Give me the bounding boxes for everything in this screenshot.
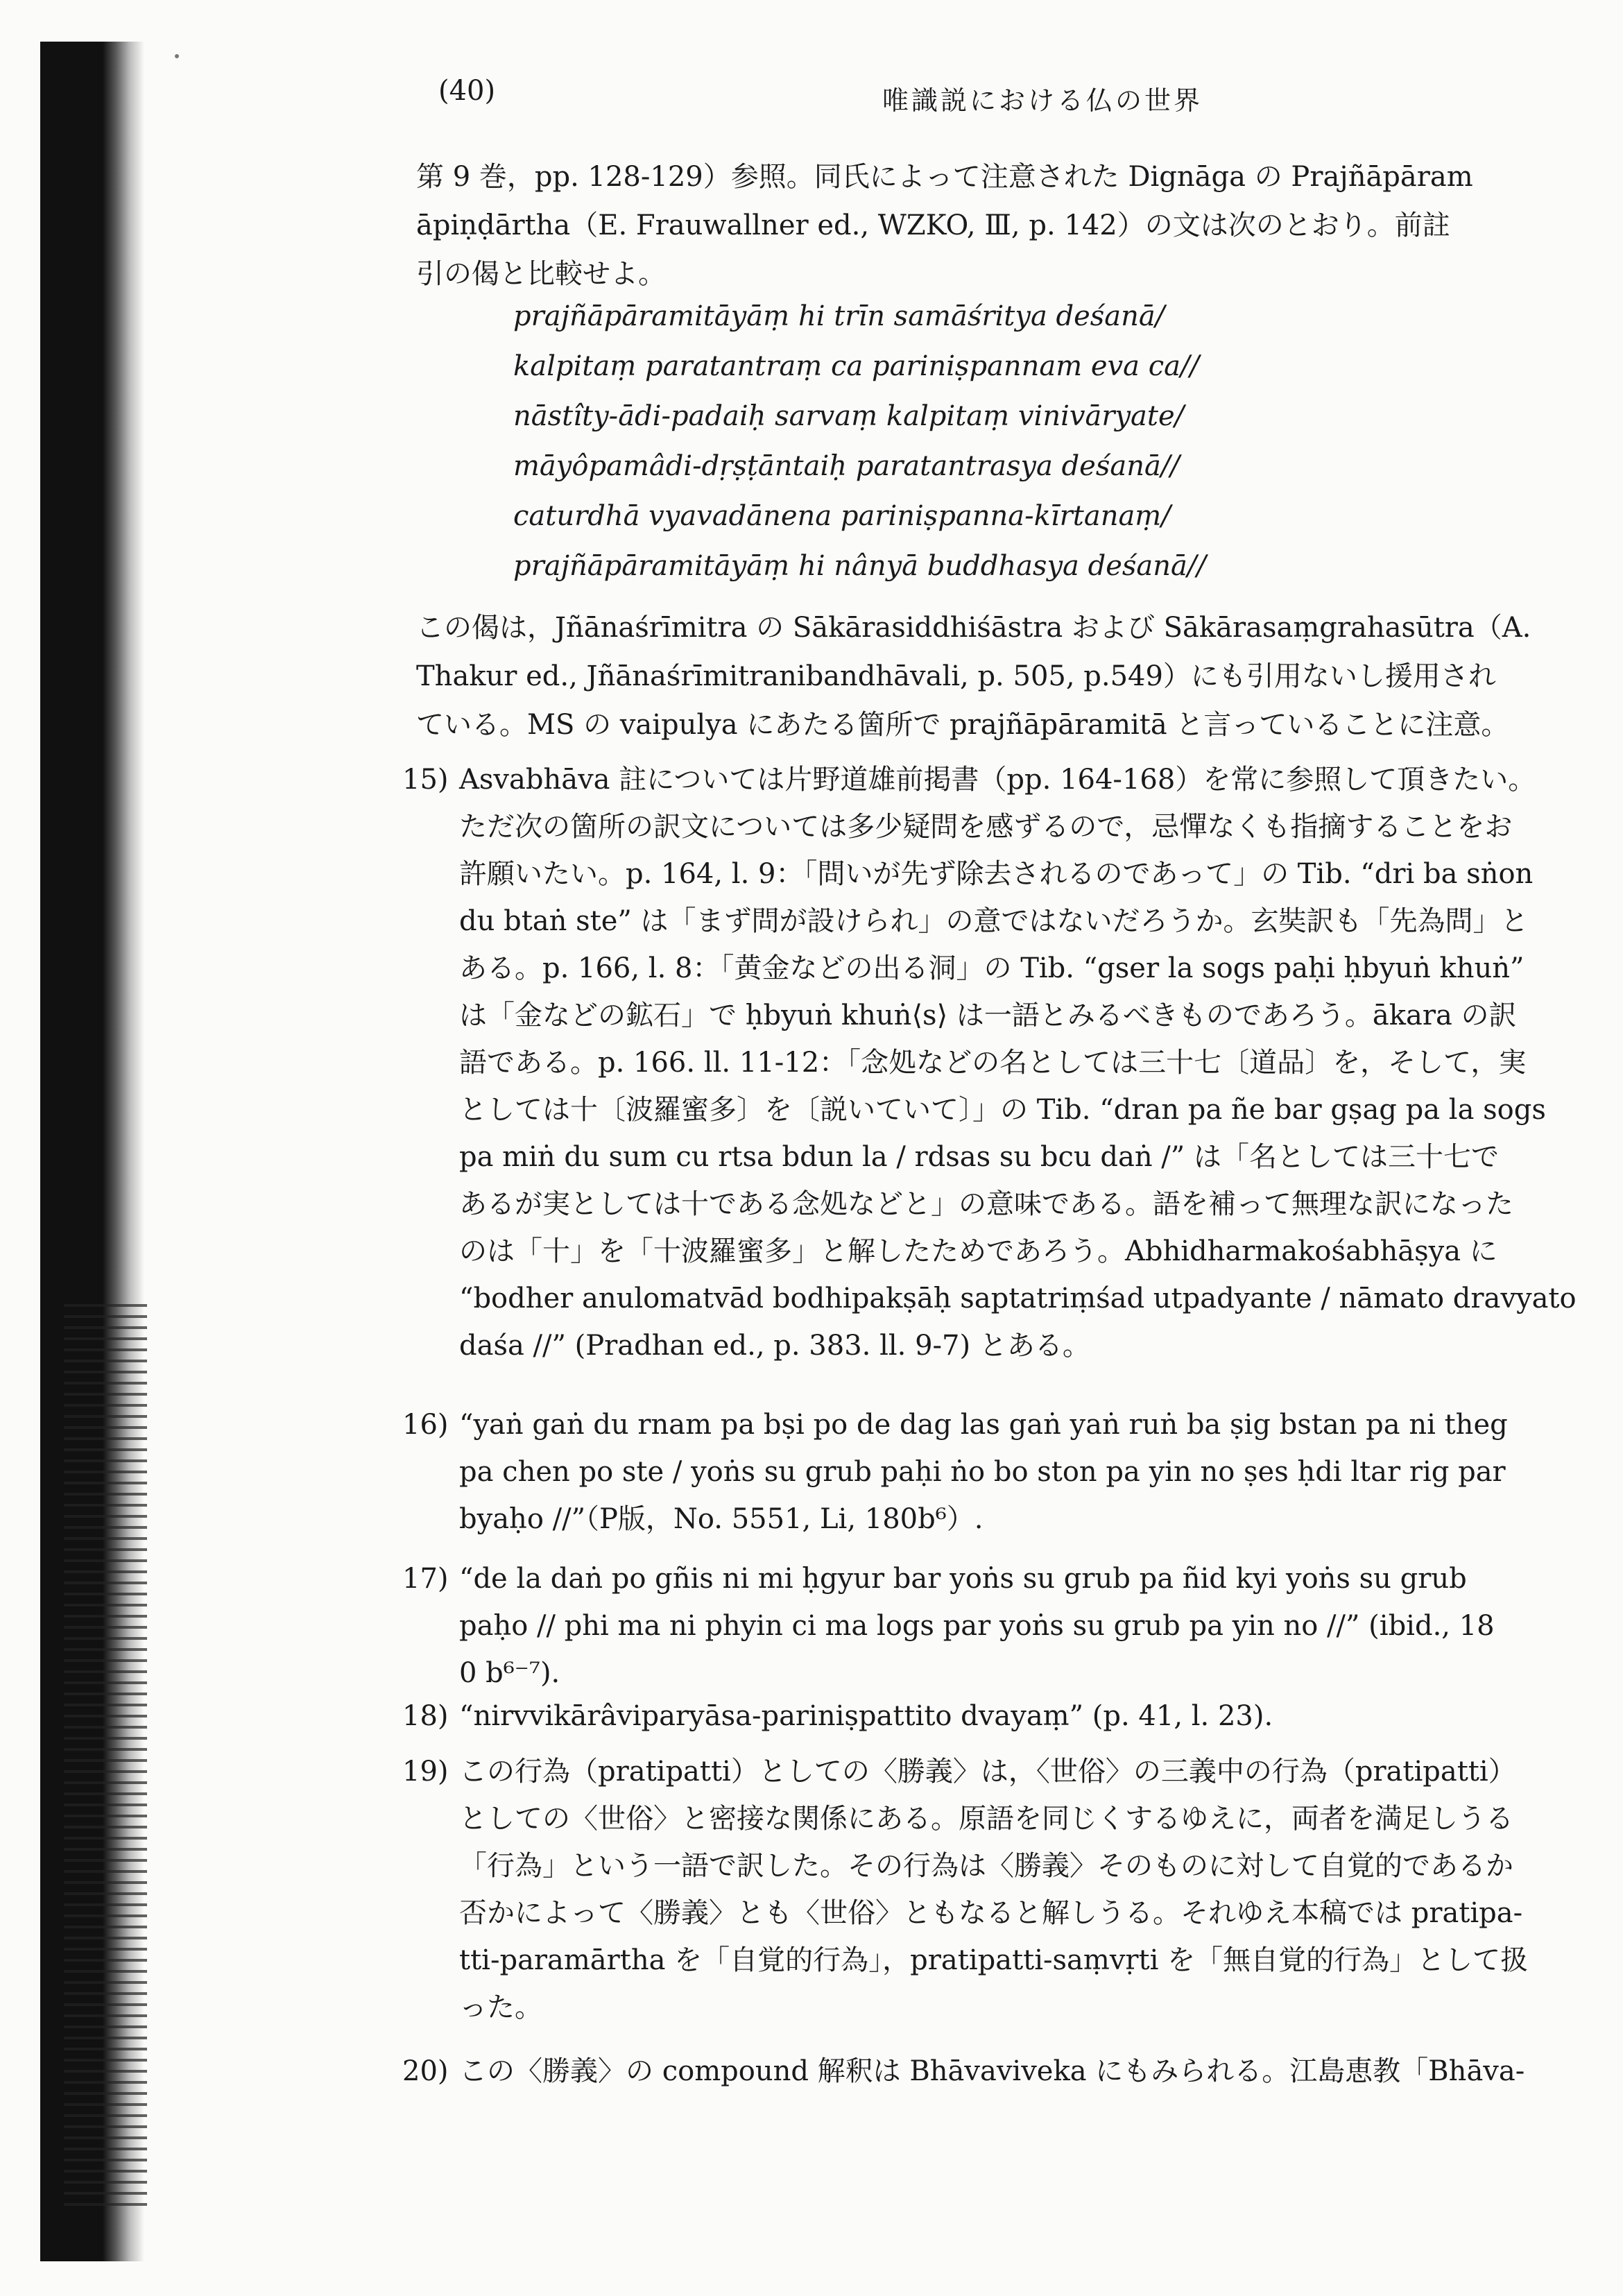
footnote-18	[402, 1693, 1609, 1740]
verse-line: nāstîty-ādi-padaiḥ sarvaṃ kalpitaṃ vinivāryate/	[513, 400, 1185, 432]
footnote-15	[402, 756, 1609, 1369]
verse-line: kalpitaṃ paratantraṃ ca pariniṣpannam eva ca//	[513, 350, 1199, 382]
text-line: pa miṅ du sum cu rtsa bdun la / rdsas su bcu daṅ /” は「名としては三十七で	[459, 1141, 1499, 1173]
text-line: paḥo // phi ma ni phyin ci ma logs par yoṅs su grub pa yin no //” (ibid., 18	[459, 1610, 1495, 1642]
text-line: byaḥo //”（P版，No. 5551, Li, 180b⁶）.	[459, 1503, 984, 1535]
text-line: ている。MS の vaipulya にあたる箇所で prajñāpāramitā と言っていることに注意。	[416, 709, 1509, 741]
footnote-body	[459, 1555, 1609, 1697]
footnote-19	[402, 1748, 1609, 2031]
text-line: 「行為」という一語で訳した。その行為は〈勝義〉そのものに対して自覚的であるか	[459, 1850, 1513, 1882]
text-line: は「金などの鉱石」で ḥbyuṅ khuṅ⟨s⟩ は一語とみるべきものであろう。ākara の訳	[459, 1000, 1517, 1031]
footnote-number: 15)	[402, 764, 449, 796]
text-line: “nirvvikārâviparyāsa-pariniṣpattito dvayaṃ” (p. 41, l. 23).	[459, 1700, 1273, 1732]
sanskrit-verse	[513, 291, 1206, 591]
footnote-body	[459, 2048, 1609, 2095]
text-line: った。	[459, 1991, 542, 2023]
footnote-number: 17)	[402, 1563, 449, 1595]
footnote-number: 20)	[402, 2055, 449, 2087]
text-line: “de la daṅ po gñis ni mi ḥgyur bar yoṅs su grub pa ñid kyi yoṅs su grub	[459, 1563, 1467, 1595]
footnote-20	[402, 2048, 1609, 2095]
verse-line: prajñāpāramitāyāṃ hi trīn samāśritya deśanā/	[513, 300, 1165, 332]
text-line: ただ次の箇所の訳文については多少疑問を感ずるので，忌憚なくも指摘することをお	[459, 811, 1513, 843]
footnote-body	[459, 1693, 1609, 1740]
scan-speck	[175, 54, 179, 58]
text-line: tti-paramārtha を「自覚的行為」，pratipatti-saṃvṛti を「無自覚的行為」として扱	[459, 1944, 1529, 1976]
note-14-continuation	[416, 153, 1609, 298]
verse-commentary	[416, 603, 1609, 749]
text-line: この行為（pratipatti）としての〈勝義〉は，〈世俗〉の三義中の行為（pratipatti）	[459, 1756, 1516, 1788]
text-line: ある。p. 166, l. 8：「黄金などの出る洞」の Tib. “gser la sogs paḥi ḥbyuṅ khuṅ”	[459, 952, 1525, 984]
footnote-body	[459, 1401, 1609, 1543]
text-line: daśa //” (Pradhan ed., p. 383. ll. 9-7) とある。	[459, 1330, 1090, 1362]
text-line: pa chen po ste / yoṅs su grub paḥi ṅo bo ston pa yin no ṣes ḥdi ltar rig par	[459, 1456, 1506, 1488]
text-line: 否かによって〈勝義〉とも〈世俗〉ともなると解しうる。それゆえ本稿では pratipa-	[459, 1897, 1523, 1929]
text-line: 許願いたい。p. 164, l. 9：「問いが先ず除去されるのであって」の Tib. “dri ba sṅon	[459, 858, 1534, 890]
footnote-number: 19)	[402, 1756, 449, 1788]
running-head: 唯識説における仏の世界	[882, 85, 1203, 116]
footnote-body	[459, 1748, 1609, 2031]
text-line: “yaṅ gaṅ du rnam pa bṣi po de dag las gaṅ yaṅ ruṅ ba ṣig bstan pa ni theg	[459, 1409, 1508, 1441]
text-line: 語である。p. 166. ll. 11-12：「念処などの名としては三十七〔道品〕を，そして，実	[459, 1047, 1527, 1079]
text-line: あるが実としては十である念処などと」の意味である。語を補って無理な訳になった	[459, 1188, 1513, 1220]
footnote-number: 18)	[402, 1700, 449, 1732]
verse-line: māyôpamâdi-dṛṣṭāntaiḥ paratantrasya deśanā//	[513, 450, 1180, 482]
text-line: du btaṅ ste” は「まず問が設けられ」の意ではないだろうか。玄奘訳も「先為問」と	[459, 905, 1529, 937]
text-line: としては十〔波羅蜜多〕を〔説いていて〕」の Tib. “dran pa ñe bar gṣag pa la sogs	[459, 1094, 1546, 1126]
footnote-17	[402, 1555, 1609, 1697]
footnote-number: 16)	[402, 1409, 449, 1441]
text-line: としての〈世俗〉と密接な関係にある。原語を同じくするゆえに，両者を満足しうる	[459, 1803, 1513, 1835]
verse-line: prajñāpāramitāyāṃ hi nânyā buddhasya deśanā//	[513, 550, 1206, 582]
scan-binding-lines	[64, 1304, 147, 2206]
page-number: (40)	[438, 75, 496, 107]
text-line: この偈は，Jñānaśrīmitra の Sākārasiddhiśāstra および Sākārasaṃgrahasūtra（A.	[416, 612, 1531, 644]
text-line: この〈勝義〉の compound 解釈は Bhāvaviveka にもみられる。江島恵教「Bhāva-	[459, 2055, 1525, 2087]
text-line: “bodher anulomatvād bodhipakṣāḥ saptatriṃśad utpadyante / nāmato dravyato	[459, 1283, 1577, 1314]
text-line: Thakur ed., Jñānaśrīmitranibandhāvali, p. 505, p.549）にも引用ないし援用され	[416, 660, 1496, 692]
verse-line: caturdhā vyavadānena pariniṣpanna-kīrtanaṃ/	[513, 500, 1171, 532]
text-line: のは「十」を「十波羅蜜多」と解したためであろう。Abhidharmakośabhāṣya に	[459, 1235, 1497, 1267]
text-line: 0 b⁶⁻⁷).	[459, 1657, 560, 1689]
text-line: 第 9 巻，pp. 128-129）参照。同氏によって注意された Dignāga の Prajñāpāram	[416, 161, 1473, 193]
page-header	[0, 75, 1623, 130]
footnote-body	[459, 756, 1609, 1369]
text-line: āpiṇḍārtha（E. Frauwallner ed., WZKO, Ⅲ, p. 142）の文は次のとおり。前註	[416, 209, 1450, 241]
text-line: 引の偈と比較せよ。	[416, 258, 666, 290]
text-line: Asvabhāva 註については片野道雄前掲書（pp. 164-168）を常に参照して頂きたい。	[459, 764, 1536, 796]
footnote-16	[402, 1401, 1609, 1543]
